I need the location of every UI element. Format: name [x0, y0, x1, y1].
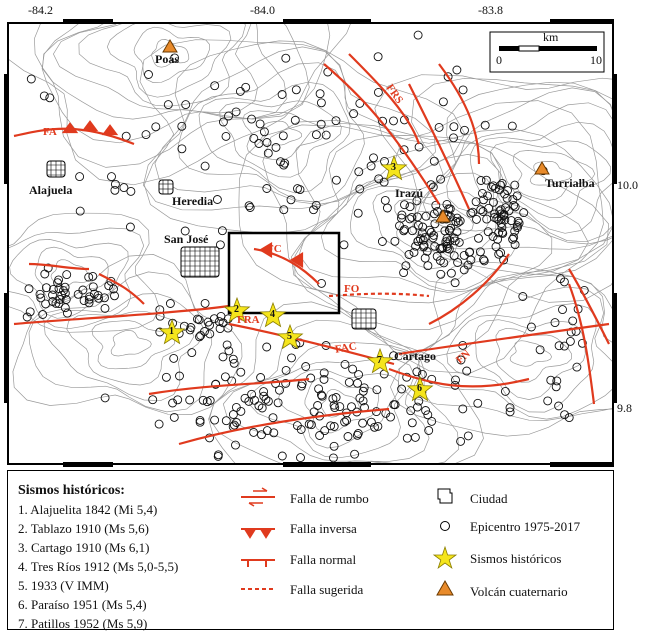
- epicenter-marker: [142, 131, 150, 139]
- epicenter-marker: [46, 94, 54, 102]
- legend-strike-slip: Falla de rumbo: [290, 491, 369, 506]
- scale-max: 10: [590, 53, 602, 67]
- volcano-icon: [163, 40, 177, 52]
- epicenter-marker: [413, 403, 421, 411]
- epicenter-marker: [330, 442, 338, 450]
- epicenter-marker: [310, 408, 318, 416]
- epicenter-marker: [464, 432, 472, 440]
- epicenter-marker: [511, 203, 519, 211]
- epicenter-marker: [381, 157, 389, 165]
- epicenter-marker: [291, 116, 299, 124]
- epicenter-marker: [274, 399, 282, 407]
- epicenter-marker: [391, 237, 399, 245]
- epicenter-marker: [279, 132, 287, 140]
- epicenter-marker: [292, 86, 300, 94]
- thrust-tooth: [104, 126, 116, 134]
- frame-tick: [612, 74, 617, 184]
- epicenter-marker: [40, 92, 48, 100]
- epicenter-marker: [162, 373, 170, 381]
- epicenter-marker: [447, 269, 455, 277]
- lon-tick-label: -84.2: [28, 3, 53, 17]
- epicenter-marker: [256, 120, 264, 128]
- contour-line: [92, 321, 175, 369]
- frame-tick: [63, 462, 113, 467]
- fault-label-fo: FO: [344, 283, 360, 295]
- fault-label-fn: FN: [453, 347, 473, 367]
- epicenter-marker: [403, 434, 411, 442]
- epicenter-marker: [260, 388, 268, 396]
- map-canvas: [9, 24, 612, 463]
- contour-line: [209, 302, 484, 463]
- epicenter-marker: [317, 120, 325, 128]
- epicenter-marker: [264, 397, 272, 405]
- epicenter-marker: [551, 319, 559, 327]
- frame-tick: [283, 19, 371, 24]
- contour-line: [42, 24, 309, 143]
- epicenter-marker: [332, 176, 340, 184]
- epicenter-marker: [573, 363, 581, 371]
- epicenter-marker: [405, 251, 413, 259]
- legend-suggested: Falla sugerida: [290, 582, 364, 597]
- lon-tick-label: -84.0: [250, 3, 275, 17]
- epicenter-marker: [312, 131, 320, 139]
- fault-label-fra: FRA: [237, 314, 260, 326]
- epicenter-marker: [188, 349, 196, 357]
- place-turrialba: Turrialba: [545, 176, 595, 190]
- epicenter-marker: [367, 162, 375, 170]
- epicenter-marker: [302, 363, 310, 371]
- epicenter-marker: [201, 162, 209, 170]
- fault-line: [149, 379, 309, 394]
- contour-line: [510, 341, 551, 367]
- epicenter-marker: [401, 201, 409, 209]
- epicenter-marker: [321, 427, 329, 435]
- historic-quake-number: 1: [169, 326, 174, 337]
- epicenter-marker: [101, 394, 109, 402]
- epicenter-marker: [341, 360, 349, 368]
- scale-min: 0: [496, 53, 502, 67]
- epicenter-marker: [450, 123, 458, 131]
- epicenter-marker: [307, 374, 315, 382]
- contour-line: [53, 24, 257, 113]
- historic-quake-number: 5: [287, 331, 292, 342]
- epicenter-marker: [344, 433, 352, 441]
- epicenter-marker: [408, 419, 416, 427]
- contour-line: [111, 330, 151, 356]
- epicenter-marker: [422, 212, 430, 220]
- contour-line: [260, 121, 302, 145]
- epicenter-marker: [439, 98, 447, 106]
- epicenter-marker: [340, 241, 348, 249]
- epicenter-marker: [278, 91, 286, 99]
- frame-tick: [4, 74, 9, 184]
- epicenter-marker: [237, 368, 245, 376]
- historic-quake-5: 5. 1933 (V IMM): [18, 578, 109, 593]
- epicenter-marker: [463, 367, 471, 375]
- lat-tick-label: 10.0: [617, 178, 638, 192]
- frame-tick: [550, 462, 614, 467]
- epicenter-marker: [511, 181, 519, 189]
- epicenter-marker: [288, 354, 296, 362]
- historic-quake-number: 4: [270, 309, 275, 320]
- epicenter-marker: [211, 82, 219, 90]
- epicenter-marker: [408, 227, 416, 235]
- epicenter-marker: [459, 86, 467, 94]
- epicenter-marker: [201, 299, 209, 307]
- place-irazu: Irazú: [395, 186, 423, 200]
- epicenter-marker: [547, 376, 555, 384]
- place-san-jose: San José: [164, 232, 209, 246]
- contour-line: [155, 47, 400, 205]
- lon-tick-label: -83.8: [478, 3, 503, 17]
- epicenter-marker: [428, 417, 436, 425]
- epicenter-marker: [354, 209, 362, 217]
- fault-layer: [14, 54, 609, 444]
- epicenter-marker: [544, 397, 552, 405]
- frame-tick: [63, 19, 113, 24]
- symbol-legend-icons: [430, 483, 460, 608]
- epicenter-marker: [390, 117, 398, 125]
- epicenter-marker: [402, 262, 410, 270]
- epicenter-marker: [166, 300, 174, 308]
- epicenter-marker: [316, 432, 324, 440]
- epicenter-marker: [196, 418, 204, 426]
- epicenter-marker: [282, 54, 290, 62]
- fault-label-frs: FRS: [383, 82, 406, 106]
- epicenter-marker: [294, 185, 302, 193]
- lat-tick-label: 9.8: [617, 401, 632, 415]
- epicenter-marker: [145, 71, 153, 79]
- epicenter-marker: [378, 238, 386, 246]
- epicenter-marker: [178, 145, 186, 153]
- epicenter-marker: [101, 304, 109, 312]
- epicenter-marker: [475, 234, 483, 242]
- epicenter-marker: [127, 187, 135, 195]
- epicenter-marker: [482, 176, 490, 184]
- epicenter-marker: [297, 454, 305, 462]
- historic-quake-2: 2. Tablazo 1910 (Ms 5,6): [18, 521, 149, 536]
- epicenter-marker: [473, 215, 481, 223]
- epicenter-marker: [316, 90, 324, 98]
- epicenter-marker: [229, 411, 237, 419]
- epicenter-marker: [250, 134, 258, 142]
- epicenter-marker: [370, 154, 378, 162]
- epicenter-marker: [359, 419, 367, 427]
- epicenter-marker: [343, 417, 351, 425]
- epicenter-marker: [76, 173, 84, 181]
- legend-epicenter: Epicentro 1975-2017: [470, 519, 581, 534]
- epicenter-marker: [213, 196, 221, 204]
- epicenter-marker: [257, 374, 265, 382]
- epicenter-marker: [222, 132, 230, 140]
- epicenter-marker: [218, 227, 226, 235]
- frame-tick: [612, 293, 617, 403]
- epicenter-marker: [280, 206, 288, 214]
- epicenter-marker: [411, 433, 419, 441]
- epicenter-marker: [374, 88, 382, 96]
- legend-panel: [7, 470, 614, 630]
- topographic-contours: [9, 24, 612, 463]
- epicenter-marker: [421, 254, 429, 262]
- epicenter-marker: [345, 378, 353, 386]
- legend-volcano: Volcán cuaternario: [470, 584, 568, 599]
- epicenter-marker: [170, 354, 178, 362]
- epicenter-marker: [74, 290, 82, 298]
- epicenter-marker: [152, 123, 160, 131]
- legend-normal: Falla normal: [290, 552, 357, 567]
- epicenter-marker: [242, 83, 250, 91]
- frame-tick: [4, 293, 9, 403]
- fault-line: [254, 249, 319, 284]
- epicenter-marker: [89, 283, 97, 291]
- legend-historic: Sismos históricos: [470, 551, 562, 566]
- epicenter-marker: [155, 420, 163, 428]
- fault-label-fc: FC: [267, 243, 282, 255]
- historic-quake-number: 2: [234, 304, 239, 315]
- epicenter-marker: [232, 441, 240, 449]
- epicenter-marker: [437, 270, 445, 278]
- contour-line: [143, 41, 435, 210]
- epicenter-marker: [41, 270, 49, 278]
- place-heredia: Heredia: [172, 194, 214, 208]
- epicenter-marker: [63, 271, 71, 279]
- historic-quake-1: 1. Alajuelita 1842 (Mi 5,4): [18, 502, 158, 517]
- epicenter-marker: [164, 101, 172, 109]
- epicenter-marker: [108, 173, 116, 181]
- historic-quake-number: 6: [417, 383, 422, 394]
- epicenter-marker: [381, 196, 389, 204]
- historic-quake-7: 7. Patillos 1952 (Ms 5,9): [18, 616, 148, 631]
- epicenter-marker: [415, 143, 423, 151]
- epicenter-marker: [222, 417, 230, 425]
- historic-quake-number: 3: [391, 162, 396, 173]
- epicenter-marker: [355, 371, 363, 379]
- epicenter-marker: [263, 343, 271, 351]
- contour-line: [496, 328, 572, 382]
- frame-tick: [283, 462, 371, 467]
- epicenter-marker: [126, 223, 134, 231]
- place-cartago: Cartago: [394, 349, 436, 363]
- epicenter-marker: [149, 396, 157, 404]
- epicenter-marker: [76, 207, 84, 215]
- contour-line: [178, 63, 364, 202]
- contour-line: [67, 311, 194, 385]
- map-panel[interactable]: [7, 22, 614, 465]
- epicenter-marker: [489, 233, 497, 241]
- fault-label-fac: FAC: [334, 340, 358, 356]
- epicenter-marker: [414, 31, 422, 39]
- contour-line: [475, 320, 585, 400]
- city-outline: [352, 309, 376, 329]
- thrust-tooth: [64, 124, 76, 132]
- epicenter-marker: [211, 416, 219, 424]
- historic-quake-3: 3. Cartago 1910 (Ms 6,1): [18, 540, 150, 555]
- frame-tick: [550, 19, 614, 24]
- epicenter-marker: [278, 452, 286, 460]
- fault-legend-symbols: [233, 485, 283, 605]
- epicenter-marker: [453, 66, 461, 74]
- contour-line: [199, 82, 350, 193]
- place-poas: Poás: [155, 52, 179, 66]
- epicenter-marker: [63, 309, 71, 317]
- epicenter-marker: [492, 243, 500, 251]
- city-outline: [159, 180, 173, 194]
- epicenter-marker: [111, 180, 119, 188]
- epicenter-marker: [236, 87, 244, 95]
- epicenter-marker: [232, 108, 240, 116]
- epicenter-marker: [566, 337, 574, 345]
- epicenter-marker: [27, 75, 35, 83]
- place-alajuela: Alajuela: [29, 183, 73, 197]
- epicenter-marker: [317, 99, 325, 107]
- epicenter-marker: [219, 353, 227, 361]
- epicenter-marker: [474, 399, 482, 407]
- fault-label-fa: FA: [43, 126, 57, 138]
- epicenter-marker: [269, 414, 277, 422]
- historic-quake-6: 6. Paraíso 1951 (Ms 5,4): [18, 597, 147, 612]
- epicenter-marker: [406, 203, 414, 211]
- epicenter-marker: [559, 306, 567, 314]
- epicenter-marker: [250, 428, 258, 436]
- epicenter-marker: [504, 187, 512, 195]
- epicenter-marker: [383, 204, 391, 212]
- volcano-icon: [535, 162, 549, 174]
- epicenter-marker: [258, 431, 266, 439]
- scale-unit: km: [543, 30, 559, 44]
- historic-quake-4: 4. Tres Ríos 1912 (Ms 5,0-5,5): [18, 559, 179, 574]
- legend-city: Ciudad: [470, 491, 508, 506]
- historic-quake-number: 7: [377, 355, 382, 366]
- epicenter-marker: [196, 416, 204, 424]
- thrust-tooth: [84, 122, 96, 130]
- legend-reverse: Falla inversa: [290, 521, 357, 536]
- fault-line: [569, 284, 594, 404]
- epicenter-marker: [374, 53, 382, 61]
- epicenter-marker: [322, 131, 330, 139]
- epicenter-marker: [80, 297, 88, 305]
- legend-title: Sismos históricos:: [18, 483, 125, 498]
- epicenter-marker: [484, 228, 492, 236]
- epicenter-marker: [228, 377, 236, 385]
- epicenter-marker: [186, 396, 194, 404]
